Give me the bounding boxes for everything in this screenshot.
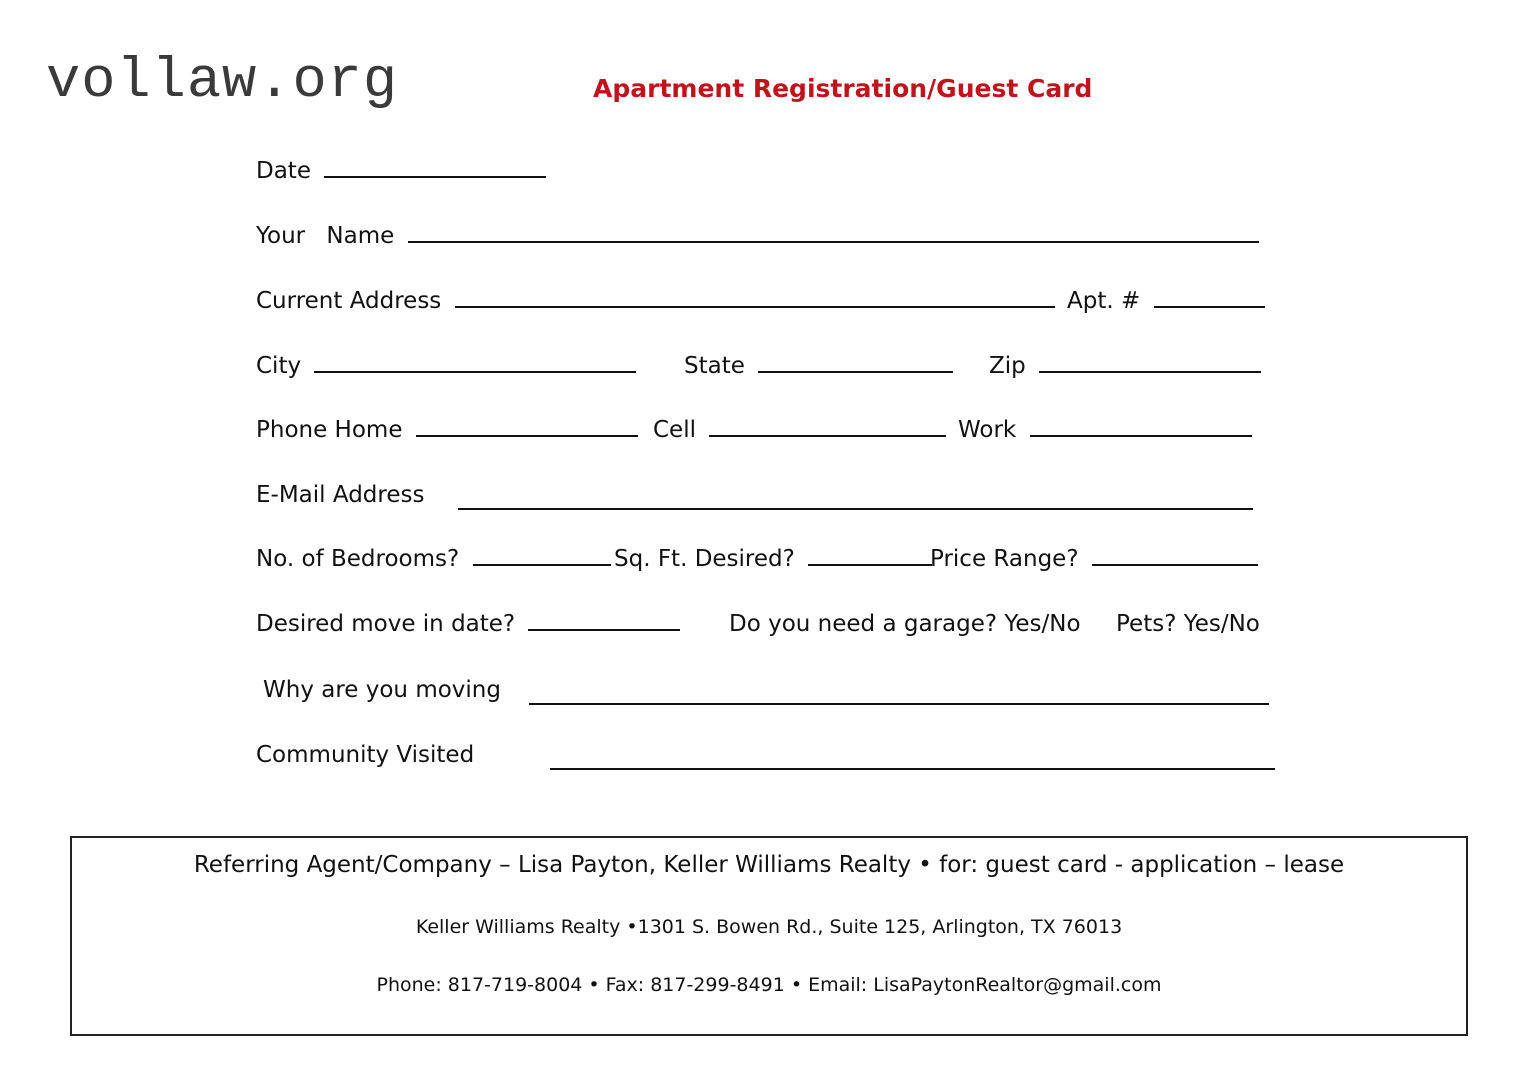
date-row [256,160,546,183]
phone-home-group [256,419,638,442]
community-input-line[interactable] [550,767,1275,770]
community-group [256,744,474,767]
community-label: Community Visited [256,742,475,768]
sqft-group [614,548,932,571]
why-moving-label: Why are you moving [263,677,501,703]
sqft-input-line[interactable] [808,563,932,566]
apt-input-line[interactable] [1154,305,1265,308]
work-input-line[interactable] [1030,434,1252,437]
cell-input-line[interactable] [709,434,946,437]
referral-main-text: Referring Agent/Company – Lisa Payton, Keller Williams Realty • for: guest card - application – lease [193,852,1345,878]
move-in-input-line[interactable] [528,628,680,631]
name-input-line[interactable] [408,240,1259,243]
bedrooms-label: No. of Bedrooms? [256,546,460,572]
price-label: Price Range? [930,546,1079,572]
current-address-input-line[interactable] [455,305,1055,308]
pets-label: Pets? Yes/No [1116,611,1260,637]
state-label: State [684,353,745,379]
price-group [930,548,1258,571]
apt-label: Apt. # [1067,288,1141,314]
phone-home-input-line[interactable] [416,434,638,437]
phone-home-label: Phone Home [256,417,403,443]
cell-label: Cell [653,417,696,443]
email-input-line[interactable] [458,507,1253,510]
zip-input-line[interactable] [1039,370,1261,373]
address-row [256,290,1055,313]
bedrooms-input-line[interactable] [473,563,611,566]
date-label: Date [256,158,311,184]
garage-question[interactable] [729,613,1081,636]
current-address-label: Current Address [256,288,442,314]
city-group [256,355,636,378]
move-in-group [256,613,680,636]
your-label: Your [256,223,306,249]
work-group [958,419,1252,442]
name-row [256,225,1259,248]
pets-question[interactable] [1116,613,1260,636]
referral-address-text: Keller Williams Realty •1301 S. Bowen Rd., Suite 125, Arlington, TX 76013 [415,916,1123,938]
email-group [256,484,424,507]
state-group [684,355,953,378]
bedrooms-group [256,548,611,571]
referral-contact-text: Phone: 817-719-8004 • Fax: 817-299-8491 • Email: LisaPaytonRealtor@gmail.com [376,974,1162,996]
name-label: Name [326,223,395,249]
zip-group [989,355,1261,378]
price-input-line[interactable] [1092,563,1258,566]
why-moving-input-line[interactable] [529,702,1269,705]
move-in-label: Desired move in date? [256,611,516,637]
work-label: Work [958,417,1017,443]
state-input-line[interactable] [758,370,953,373]
watermark-logo: vollaw.org [46,50,399,114]
garage-label: Do you need a garage? Yes/No [729,611,1081,637]
cell-group [653,419,946,442]
email-label: E-Mail Address [256,482,425,508]
zip-label: Zip [989,353,1026,379]
city-label: City [256,353,302,379]
city-input-line[interactable] [314,370,636,373]
date-input-line[interactable] [324,175,546,178]
why-moving-group [263,679,501,702]
apt-group [1067,290,1265,313]
sqft-label: Sq. Ft. Desired? [614,546,795,572]
form-title: Apartment Registration/Guest Card [593,74,1093,103]
referral-box [70,836,1468,1036]
